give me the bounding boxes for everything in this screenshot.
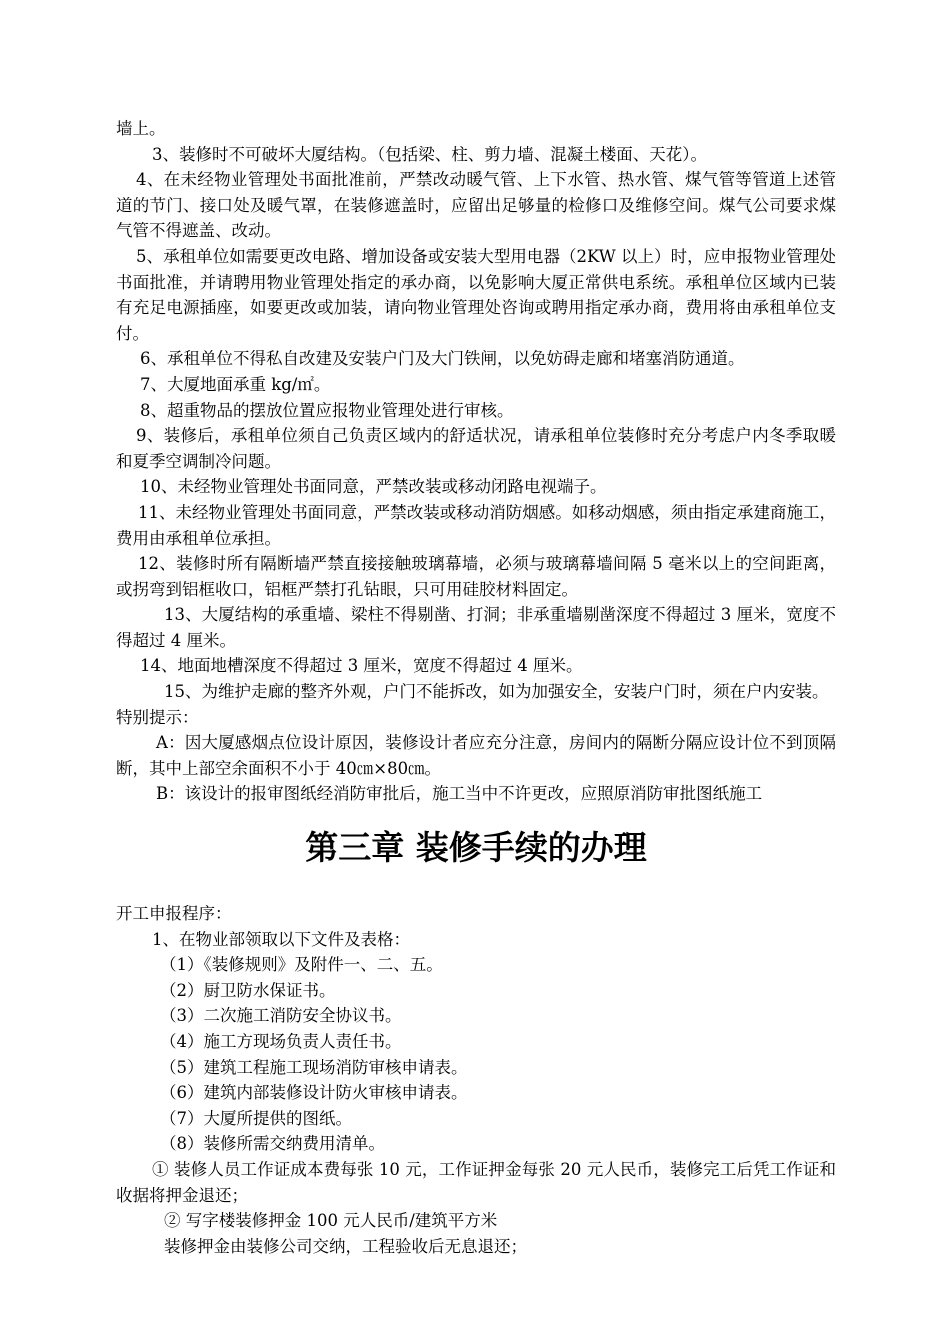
list-item: （2）厨卫防水保证书。 bbox=[160, 980, 336, 1000]
paragraph: B：该设计的报审图纸经消防审批后，施工当中不许更改，应照原消防审批图纸施工 bbox=[156, 784, 763, 804]
list-item: （1）《装修规则》及附件一、二、五。 bbox=[160, 955, 443, 975]
chapter-title: 第三章 装修手续的办理 bbox=[305, 828, 647, 868]
fee-item: 装修押金由装修公司交纳，工程验收后无息退还； bbox=[164, 1236, 527, 1256]
paragraph: 14、地面地槽深度不得超过 3 厘米，宽度不得超过 4 厘米。 bbox=[140, 656, 583, 676]
list-item: （8）装修所需交纳费用清单。 bbox=[160, 1134, 385, 1154]
list-item: （5）建筑工程施工现场消防审核申请表。 bbox=[160, 1057, 468, 1077]
document-body bbox=[116, 116, 836, 1259]
paragraph: 8、超重物品的摆放位置应报物业管理处进行审核。 bbox=[140, 400, 514, 420]
paragraph: 墙上。 bbox=[116, 119, 166, 138]
paragraph: 12、装修时所有隔断墙严禁直接接触玻璃幕墙，必须与玻璃幕墙间隔 5 毫米以上的空间距离，或拐弯到铝框收口，铝框严禁打孔钻眼，只可用硅胶材料固定。 bbox=[116, 554, 836, 599]
list-item: （7）大厦所提供的图纸。 bbox=[160, 1108, 352, 1128]
paragraph: 3、装修时不可破坏大厦结构。（包括梁、柱、剪力墙、混凝土楼面、天花）。 bbox=[152, 144, 707, 164]
paragraph: 4、在未经物业管理处书面批准前，严禁改动暖气管、上下水管、热水管、煤气管等管道上述管道的节门、接口处及暖气罩，在装修遮盖时，应留出足够量的检修口及维修空间。煤气公司要求煤气管不得遮盖、改动。 bbox=[116, 170, 836, 241]
section-heading: 开工申报程序： bbox=[116, 904, 232, 924]
paragraph: 11、未经物业管理处书面同意，严禁改装或移动消防烟感。如移动烟感，须由指定承建商施工，费用由承租单位承担。 bbox=[116, 502, 836, 548]
fee-item: ① 装修人员工作证成本费每张 10 元，工作证押金每张 20 元人民币，装修完工后凭工作证和收据将押金退还； bbox=[116, 1159, 836, 1205]
list-item: （3）二次施工消防安全协议书。 bbox=[160, 1006, 402, 1026]
list-item: （4）施工方现场负责人责任书。 bbox=[160, 1032, 402, 1051]
list-item: （6）建筑内部装修设计防火审核申请表。 bbox=[160, 1083, 468, 1103]
paragraph: 特别提示： bbox=[116, 707, 199, 727]
paragraph: 15、为维护走廊的整齐外观，户门不能拆改，如为加强安全，安装户门时，须在户内安装。 bbox=[164, 682, 829, 702]
paragraph: 13、大厦结构的承重墙、梁柱不得剔凿、打洞；非承重墙剔凿深度不得超过 3 厘米，宽度不得超过 4 厘米。 bbox=[116, 605, 836, 650]
paragraph: 7、大厦地面承重 kg/㎡。 bbox=[140, 374, 331, 394]
paragraph: 10、未经物业管理处书面同意，严禁改装或移动闭路电视端子。 bbox=[140, 477, 607, 497]
paragraph: A：因大厦感烟点位设计原因，装修设计者应充分注意，房间内的隔断分隔应设计位不到顶隔断，其中上部空余面积不小于 40㎝×80㎝。 bbox=[116, 733, 836, 778]
paragraph: 5、承租单位如需要更改电路、增加设备或安装大型用电器（2KW 以上）时，应申报物业管理处书面批准，并请聘用物业管理处指定的承办商，以免影响大厦正常供电系统。承租单位区域内已装有充足电源插座，如要更改或加装，请向物业管理处咨询或聘用指定承办商，费用将由承租单位支付。 bbox=[116, 246, 836, 343]
step-item: 1、在物业部领取以下文件及表格： bbox=[152, 929, 410, 949]
document-list bbox=[116, 952, 836, 1157]
fee-item: ② 写字楼装修押金 100 元人民币/建筑平方米 bbox=[164, 1211, 498, 1231]
paragraph: 6、承租单位不得私自改建及安装户门及大门铁闸，以免妨碍走廊和堵塞消防通道。 bbox=[140, 349, 745, 369]
paragraph: 9、装修后，承租单位须自己负责区域内的舒适状况，请承租单位装修时充分考虑户内冬季取暖和夏季空调制冷问题。 bbox=[116, 426, 836, 471]
